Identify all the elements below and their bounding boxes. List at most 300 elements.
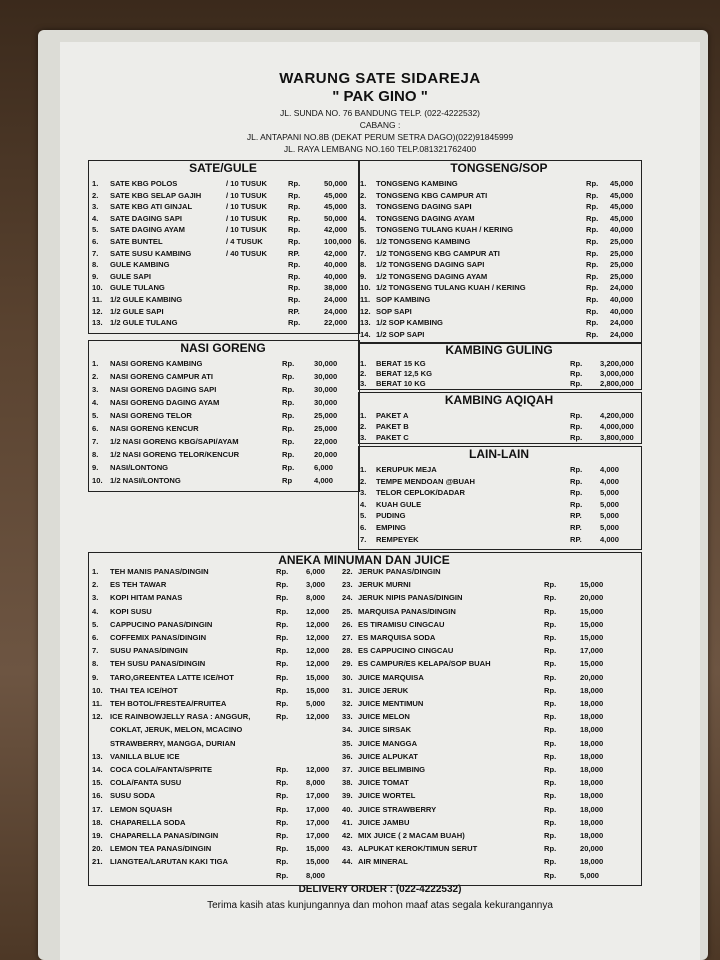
menu-item [360,271,660,282]
item-number: 5. [92,411,99,420]
item-name: KERUPUK MEJA [376,465,437,474]
item-currency: RP. [570,511,582,521]
item-price: 100,000 [324,237,352,246]
section-title: SATE/GULE [189,161,257,175]
item-currency: RP. [288,248,300,258]
item-price: 3,200,000 [600,359,634,368]
item-currency: Rp. [586,271,599,281]
item-currency: Rp. [586,283,599,293]
item-currency: Rp. [288,271,301,281]
item-name: NASI GORENG KAMBING [110,359,203,368]
item-currency: Rp. [276,817,289,827]
item-number: 3. [360,379,367,388]
item-name: JUICE BELIMBING [358,765,426,774]
item-currency: Rp. [544,606,557,616]
item-currency: Rp. [276,633,289,642]
item-number: 41. [342,817,353,827]
menu-item [92,436,392,447]
item-price: 6,000 [314,463,334,472]
menu-item [92,449,392,460]
item-name: NASI GORENG DAGING SAPI [110,385,217,394]
section-title: NASI GORENG [180,341,266,355]
item-number: 6. [92,424,99,433]
item-price: 24,000 [324,295,348,304]
item-number: 7. [92,437,99,446]
menu-item [92,306,392,317]
item-price: 18,000 [580,817,604,827]
item-name: GULE KAMBING [110,260,170,270]
item-currency: Rp. [288,237,301,246]
item-name: TONGSENG TULANG KUAH / KERING [376,225,513,235]
item-price: 18,000 [580,791,604,801]
item-name: LIANGTEA/LARUTAN KAKI TIGA [110,857,228,867]
item-price: 5,000 [600,523,620,532]
menu-item [342,685,642,696]
item-name: TONGSENG KBG CAMPUR ATI [376,190,488,200]
item-price: 40,000 [610,295,634,304]
menu-item [342,566,642,577]
item-number: 1. [360,465,367,474]
item-currency: Rp. [586,260,599,270]
menu-item [360,236,660,247]
item-currency: Rp [282,476,293,485]
item-name: JUICE MANGGA [358,738,418,748]
item-number: 2. [92,580,99,590]
item-number: 3. [92,593,99,603]
item-name: COKLAT, JERUK, MELON, MCACINO [110,725,243,735]
item-price: 15,000 [306,672,330,682]
item-price: 24,000 [324,306,348,316]
item-price: 20,000 [580,593,604,603]
item-name: CAPPUCINO PANAS/DINGIN [110,619,213,629]
item-name: TEH SUSU PANAS/DINGIN [110,659,206,669]
item-price: 15,000 [580,619,604,629]
item-price: 12,000 [306,712,330,722]
item-number: 9. [92,463,99,472]
item-number: 22. [342,567,353,576]
menu-item [92,178,392,189]
item-number: 2. [360,476,367,486]
item-currency: Rp. [570,476,583,486]
item-name: JUICE MELON [358,712,410,722]
item-number: 8. [360,260,367,270]
menu-item [92,462,392,473]
item-number: 10. [92,283,103,293]
item-number: 26. [342,619,353,629]
item-currency: Rp. [544,580,557,590]
item-name: TONGSENG DAGING SAPI [376,202,472,212]
menu-item [92,190,392,201]
item-name: TEH BOTOL/FRESTEA/FRUITEA [110,699,227,708]
item-name: GULE SAPI [110,271,151,281]
item-price: 40,000 [324,260,348,270]
item-name: JERUK PANAS/DINGIN [358,567,441,576]
item-number: 13. [92,751,103,761]
item-name: SUSU PANAS/DINGIN [110,646,188,656]
menu-item [342,764,642,775]
item-price: 42,000 [324,248,348,258]
item-name: SUSU SODA [110,791,156,801]
item-currency: Rp. [586,213,599,223]
item-name: TONGSENG DAGING AYAM [376,213,475,223]
item-currency: Rp. [288,295,301,304]
item-price: 4,000 [314,476,334,485]
item-qty: / 40 TUSUK [226,248,267,258]
item-currency: Rp. [276,870,289,880]
item-number: 40. [342,804,353,814]
menu-item [360,224,660,235]
item-currency: Rp. [570,379,583,388]
item-price: 4,000,000 [600,422,634,431]
item-price: 17,000 [306,791,330,801]
item-currency: Rp. [276,593,289,603]
menu-item [360,294,660,305]
item-number: 23. [342,580,353,590]
menu-item [342,843,642,854]
item-price: 24,000 [610,283,634,293]
item-name: SOP KAMBING [376,295,431,304]
item-price: 30,000 [314,372,338,381]
item-number: 25. [342,606,353,616]
item-name: TEMPE MENDOAN @BUAH [376,476,475,486]
menu-item [92,201,392,212]
item-currency: Rp. [544,593,557,603]
item-currency: Rp. [276,857,289,867]
item-number: 4. [92,213,99,223]
item-number: 3. [92,202,99,212]
item-price: 5,000 [600,511,620,521]
item-name: KOPI SUSU [110,606,152,616]
item-name: LEMON SQUASH [110,804,173,814]
item-number: 4. [360,499,367,509]
menu-item [92,317,392,328]
menu-item [342,579,642,590]
item-name: PAKET C [376,433,409,442]
menu-item [342,711,642,722]
menu-item [92,236,392,247]
menu-item [360,534,660,545]
item-currency: Rp. [282,385,295,394]
item-name: EMPING [376,523,406,532]
item-number: 31. [342,685,353,695]
item-number: 3. [360,488,367,498]
item-price: 17,000 [580,646,604,656]
item-name: BERAT 12,5 KG [376,369,432,378]
thank-you-note: Terima kasih atas kunjungannya dan mohon maaf atas segala kekurangannya [207,900,553,911]
menu-item [360,306,660,317]
item-qty: / 10 TUSUK [226,213,267,223]
item-name: THAI TEA ICE/HOT [110,685,178,695]
item-name: TEH MANIS PANAS/DINGIN [110,567,209,576]
item-currency: Rp. [276,659,289,669]
item-currency: RP. [288,306,300,316]
menu-item [360,201,660,212]
item-price: 5,000 [600,499,620,509]
item-currency: Rp. [586,318,599,328]
item-name: SATE KBG SELAP GAJIH [110,190,202,200]
section-title: LAIN-LAIN [469,447,529,461]
item-name: SATE DAGING AYAM [110,225,185,235]
item-number: 13. [92,318,103,328]
item-price: 3,800,000 [600,433,634,442]
item-number: 16. [92,791,103,801]
item-name: 1/2 NASI GORENG KBG/SAPI/AYAM [110,437,239,446]
item-number: 14. [360,329,371,339]
menu-item [342,619,642,630]
item-name: 1/2 TONGSENG DAGING AYAM [376,271,488,281]
item-price: 3,000 [306,580,326,590]
item-price: 12,000 [306,633,330,642]
menu-item [342,856,642,867]
item-currency: Rp. [282,372,295,381]
item-currency: Rp. [544,738,557,748]
item-name: TARO,GREENTEA LATTE ICE/HOT [110,672,234,682]
item-number: 11. [360,295,371,304]
menu-sheet [60,42,700,960]
item-number: 17. [92,804,103,814]
item-name: JUICE TOMAT [358,778,409,788]
menu-item [360,259,660,270]
item-name: BERAT 15 KG [376,359,426,368]
item-number: 5. [92,619,99,629]
item-name: ALPUKAT KEROK/TIMUN SERUT [358,844,478,854]
menu-item [342,790,642,801]
menu-item [92,423,392,434]
item-number: 7. [92,646,99,656]
item-name: SATE BUNTEL [110,237,163,246]
item-price: 15,000 [306,844,330,854]
item-price: 24,000 [610,329,634,339]
menu-item [360,487,660,498]
item-price: 4,000 [600,476,620,486]
item-number: 28. [342,646,353,656]
item-number: 1. [360,411,367,420]
item-name: NASI GORENG KENCUR [110,424,199,433]
item-number: 3. [92,385,99,394]
item-name: 1/2 GULE TULANG [110,318,178,328]
item-number: 6. [360,523,367,532]
item-price: 45,000 [610,179,634,188]
menu-item [92,410,392,421]
delivery-order: DELIVERY ORDER : (022-4222532) [298,884,462,895]
item-price: 17,000 [306,804,330,814]
item-currency: Rp. [288,225,301,235]
item-name: CHAPARELLA SODA [110,817,186,827]
item-price: 4,000 [600,465,620,474]
item-currency: Rp. [288,190,301,200]
menu-item [342,830,642,841]
item-currency: Rp. [544,646,557,656]
item-qty: / 10 TUSUK [226,225,267,235]
item-price: 15,000 [580,659,604,669]
main-address: JL. SUNDA NO. 76 BANDUNG TELP. (022-4222532) [280,108,480,118]
item-currency: Rp. [544,672,557,682]
item-price: 12,000 [306,646,330,656]
item-currency: Rp. [544,659,557,669]
item-qty: / 10 TUSUK [226,190,267,200]
restaurant-subtitle: " PAK GINO " [332,88,428,105]
item-name: ES CAMPUR/ES KELAPA/SOP BUAH [358,659,491,669]
item-price: 5,000 [600,488,620,498]
item-currency: Rp. [586,329,599,339]
item-currency: Rp. [586,306,599,316]
item-price: 3,000,000 [600,369,634,378]
menu-item [360,213,660,224]
item-number: 5. [360,511,367,521]
item-qty: / 10 TUSUK [226,179,267,188]
item-name: BERAT 10 KG [376,379,426,388]
item-currency: Rp. [570,422,583,431]
item-name: COCA COLA/FANTA/SPRITE [110,765,213,774]
item-currency: Rp. [544,685,557,695]
item-number: 44. [342,857,353,867]
item-currency: Rp. [570,433,583,442]
item-number: 2. [360,369,367,378]
item-price: 22,000 [314,437,338,446]
item-currency: Rp. [276,646,289,656]
item-number: 8. [92,659,99,669]
menu-item [360,476,660,487]
item-name: NASI/LONTONG [110,463,169,472]
item-currency: Rp. [570,488,583,498]
item-number: 35. [342,738,353,748]
item-number: 19. [92,831,103,840]
item-price: 38,000 [324,283,348,293]
item-number: 11. [92,295,103,304]
item-name: SATE KBG ATI GINJAL [110,202,193,212]
menu-item [342,592,642,603]
item-price: 45,000 [610,190,634,200]
item-number: 42. [342,831,353,840]
item-price: 18,000 [580,804,604,814]
item-price: 20,000 [580,672,604,682]
menu-item [342,817,642,828]
item-price: 50,000 [324,179,348,188]
item-currency: Rp. [570,359,583,368]
item-number: 27. [342,633,353,642]
item-currency: Rp. [544,619,557,629]
item-name: ES TEH TAWAR [110,580,167,590]
item-number: 1. [92,567,99,576]
item-price: 5,000 [306,699,326,708]
item-currency: Rp. [282,437,295,446]
section-title: ANEKA MINUMAN DAN JUICE [278,553,450,567]
item-number: 1. [92,179,99,188]
item-name: JERUK NIPIS PANAS/DINGIN [358,593,463,603]
item-number: 32. [342,699,353,708]
menu-item [92,371,392,382]
item-name: PAKET B [376,422,409,431]
item-price: 12,000 [306,619,330,629]
item-name: 1/2 NASI/LONTONG [110,476,181,485]
item-name: PAKET A [376,411,409,420]
item-number: 8. [92,260,99,270]
item-price: 40,000 [610,225,634,235]
item-currency: Rp. [276,712,289,722]
branch-address-2: JL. RAYA LEMBANG NO.160 TELP.081321762400 [283,144,477,154]
menu-item [92,224,392,235]
menu-item [342,870,642,881]
item-number: 11. [92,699,103,708]
item-number: 3. [360,433,367,442]
item-number: 14. [92,765,103,774]
section-title: KAMBING GULING [445,343,553,357]
item-name: JUICE WORTEL [358,791,416,801]
item-name: PUDING [376,511,406,521]
item-number: 2. [360,422,367,431]
item-name: KUAH GULE [376,499,422,509]
item-number: 43. [342,844,353,854]
section-title: KAMBING AQIQAH [444,393,554,407]
item-name: JERUK MURNI [358,580,411,590]
item-currency: Rp. [570,369,583,378]
menu-item [360,378,660,389]
menu-item [92,271,392,282]
item-price: 8,000 [306,593,326,603]
item-qty: / 10 TUSUK [226,202,267,212]
item-number: 8. [92,450,99,459]
item-name: STRAWBERRY, MANGGA, DURIAN [110,738,236,748]
item-currency: Rp. [282,463,295,472]
item-currency: Rp. [276,831,289,840]
item-currency: Rp. [544,765,557,774]
menu-item [360,317,660,328]
item-name: 1/2 GULE KAMBING [110,295,183,304]
item-currency: Rp. [544,857,557,867]
item-number: 36. [342,751,353,761]
item-number: 1. [360,179,367,188]
menu-item [92,248,392,259]
item-number: 2. [92,190,99,200]
item-currency: Rp. [276,619,289,629]
item-number: 7. [92,248,99,258]
item-number: 5. [360,225,367,235]
item-currency: Rp. [276,567,289,576]
item-currency: Rp. [586,179,599,188]
item-number: 34. [342,725,353,735]
item-price: 24,000 [610,318,634,328]
item-number: 10. [92,476,103,485]
item-price: 18,000 [580,699,604,708]
item-price: 5,000 [580,870,600,880]
item-qty: / 4 TUSUK [226,237,263,246]
menu-item [342,804,642,815]
menu-item [92,282,392,293]
branch-label: CABANG : [359,120,401,130]
item-number: 37. [342,765,353,774]
item-name: SATE KBG POLOS [110,179,178,188]
item-price: 15,000 [580,633,604,642]
menu-item [92,384,392,395]
item-price: 25,000 [610,260,634,270]
item-currency: Rp. [570,411,583,420]
menu-item [342,777,642,788]
item-name: JUICE MARQUISA [358,672,424,682]
item-currency: Rp. [586,237,599,246]
menu-item [360,248,660,259]
item-price: 4,000 [600,534,620,544]
item-number: 18. [92,817,103,827]
item-price: 17,000 [306,817,330,827]
menu-item [92,213,392,224]
item-number: 20. [92,844,103,854]
item-name: COFFEMIX PANAS/DINGIN [110,633,207,642]
item-price: 18,000 [580,751,604,761]
item-currency: Rp. [288,213,301,223]
item-name: ICE RAINBOWJELLY RASA : ANGGUR, [110,712,251,722]
item-price: 12,000 [306,659,330,669]
item-name: 1/2 TONGSENG KBG CAMPUR ATI [376,248,500,258]
